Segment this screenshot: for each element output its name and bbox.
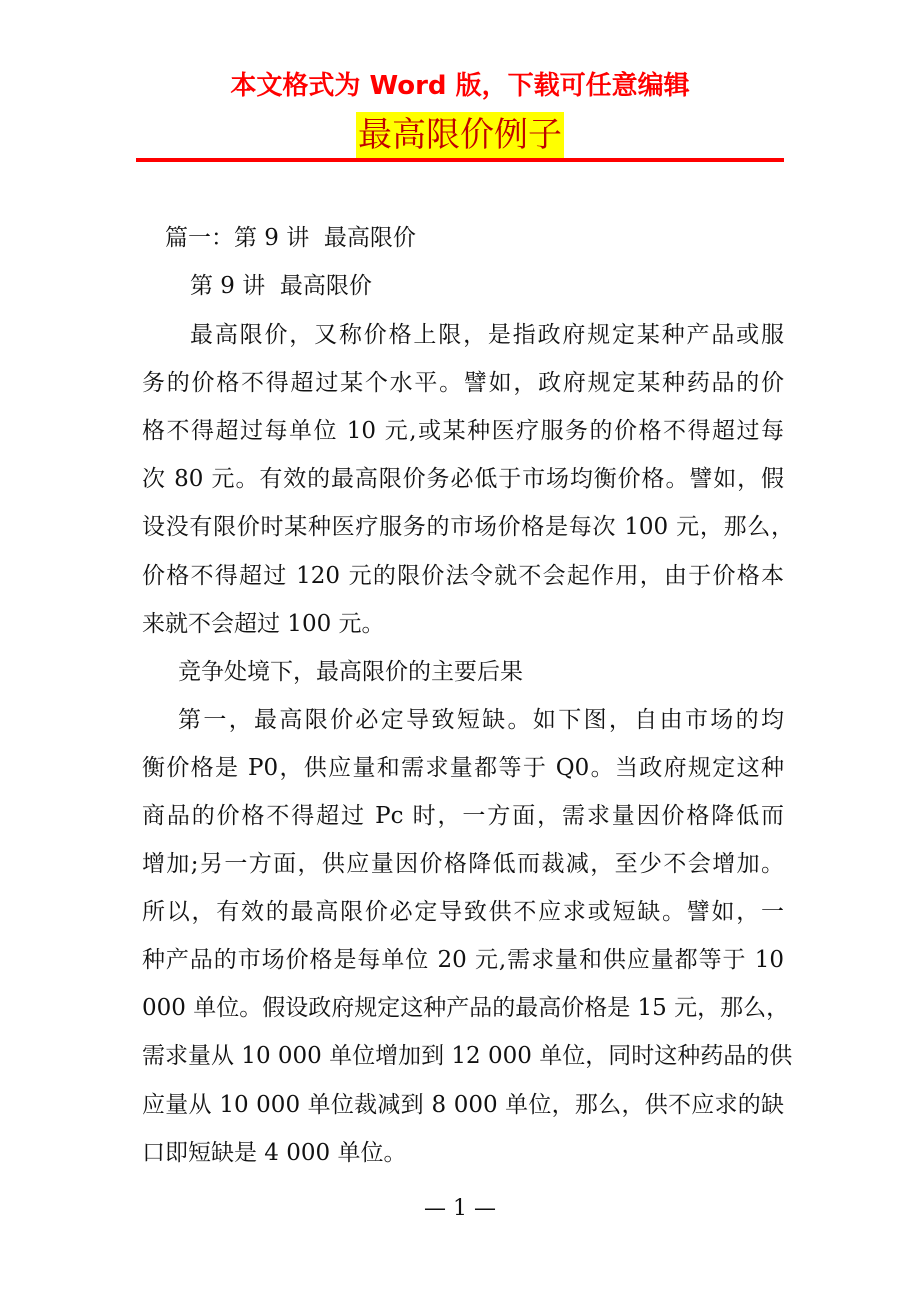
lecture-heading: 第 9 讲 最高限价 bbox=[190, 273, 372, 299]
document-title: 最高限价例子 bbox=[356, 112, 564, 158]
download-banner: 本文格式为 Word 版，下载可任意编辑 bbox=[230, 71, 690, 101]
paragraph-line: 000 单位。假设政府规定这种产品的最高价格是 15 元，那么， bbox=[142, 995, 790, 1021]
section-heading: 篇一：第 9 讲 最高限价 bbox=[165, 225, 416, 251]
paragraph-line: 价格不得超过 120 元的限价法令就不会起作用，由于价格本 bbox=[142, 563, 784, 589]
paragraph-line: 需求量从 10 000 单位增加到 12 000 单位，同时这种药品的供 bbox=[142, 1043, 793, 1069]
title-divider bbox=[136, 158, 784, 162]
paragraph-line: 次 80 元。有效的最高限价务必低于市场均衡价格。譬如，假 bbox=[142, 466, 784, 492]
paragraph-line: 所以，有效的最高限价必定导致供不应求或短缺。譬如，一 bbox=[142, 899, 784, 925]
paragraph-line: 商品的价格不得超过 Pc 时，一方面，需求量因价格降低而 bbox=[142, 803, 784, 829]
paragraph-line: 种产品的市场价格是每单位 20 元,需求量和供应量都等于 10 bbox=[142, 947, 784, 973]
paragraph-line: 最高限价，又称价格上限，是指政府规定某种产品或服 bbox=[190, 322, 784, 348]
subheading: 竞争处境下，最高限价的主要后果 bbox=[178, 659, 523, 685]
paragraph-line: 设没有限价时某种医疗服务的市场价格是每次 100 元，那么， bbox=[142, 514, 794, 540]
paragraph-line: 第一，最高限价必定导致短缺。如下图，自由市场的均 bbox=[178, 707, 784, 733]
page-number: — 1 — bbox=[424, 1196, 496, 1221]
paragraph-line: 口即短缺是 4 000 单位。 bbox=[142, 1140, 407, 1166]
paragraph-line: 衡价格是 P0，供应量和需求量都等于 Q0。当政府规定这种 bbox=[142, 755, 784, 781]
paragraph-line: 增加;另一方面，供应量因价格降低而裁减，至少不会增加。 bbox=[142, 851, 784, 877]
paragraph-line: 务的价格不得超过某个水平。譬如，政府规定某种药品的价 bbox=[142, 370, 784, 396]
paragraph-line: 应量从 10 000 单位裁减到 8 000 单位，那么，供不应求的缺 bbox=[142, 1092, 784, 1118]
paragraph-line: 来就不会超过 100 元。 bbox=[142, 611, 385, 637]
paragraph-line: 格不得超过每单位 10 元,或某种医疗服务的价格不得超过每 bbox=[142, 418, 784, 444]
